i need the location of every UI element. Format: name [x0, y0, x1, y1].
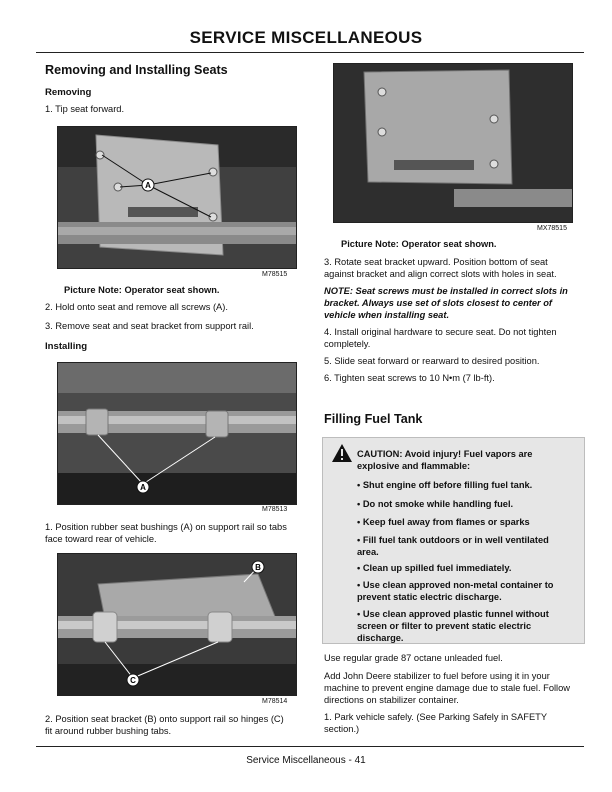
callout-a-fig1: A: [145, 181, 151, 190]
install-step-6: 6. Tighten seat screws to 10 N•m (7 lb-ft).: [324, 373, 495, 383]
picture-note-1: Picture Note: Operator seat shown.: [64, 285, 220, 295]
fuel-paragraph-2-line2: machine to prevent engine damage due to stale fuel. Follow: [324, 683, 571, 693]
install-step-3-line1: 3. Rotate seat bracket upward. Position bottom of seat: [324, 257, 548, 267]
warning-triangle-icon: [331, 443, 353, 463]
figure-label-m78513: M78513: [262, 506, 288, 513]
caution-bullet-1: • Shut engine off before filling fuel tank.: [357, 480, 533, 490]
caution-bullet-7-line2: screen or filter to prevent static electric: [357, 621, 532, 631]
caution-bullet-4-line1: • Fill fuel tank outdoors or in well ventilated: [357, 535, 549, 545]
note-line1: NOTE: Seat screws must be installed in correct slots in: [324, 286, 568, 296]
caution-bullet-7-line3: discharge.: [357, 633, 404, 643]
note-line2: bracket. Always use set of slots closest to center of: [324, 298, 553, 308]
caution-line2: explosive and flammable:: [357, 461, 471, 471]
section-title-seats: Removing and Installing Seats: [45, 63, 228, 77]
figure-label-m78515: M78515: [262, 271, 288, 278]
section-title-fuel: Filling Fuel Tank: [324, 412, 423, 426]
install-step-2-line1: 2. Position seat bracket (B) onto support rail so hinges (C): [45, 714, 284, 724]
footer-rule: [36, 746, 584, 747]
install-step-4-line1: 4. Install original hardware to secure seat. Do not tighten: [324, 327, 557, 337]
step-remove-seat: 3. Remove seat and seat bracket from support rail.: [45, 321, 254, 331]
callout-a-fig2: A: [140, 483, 146, 492]
caution-bullet-6-line2: prevent static electric discharge.: [357, 592, 502, 602]
photo-seat-bracket-screws: [57, 126, 297, 269]
heading-removing: Removing: [45, 87, 92, 98]
figure-label-m78514: M78514: [262, 698, 288, 705]
install-step-2-line2: fit around rubber bushing tabs.: [45, 726, 172, 736]
caution-bullet-3: • Keep fuel away from flames or sparks: [357, 517, 530, 527]
fuel-step-1-line1: 1. Park vehicle safely. (See Parking Safely in SAFETY: [324, 712, 548, 722]
photo-seat-bracket-hinges: [57, 553, 297, 696]
fuel-paragraph-2-line1: Add John Deere stabilizer to fuel before using it in your: [324, 671, 550, 681]
step-hold-seat: 2. Hold onto seat and remove all screws (A).: [45, 302, 228, 312]
photo-seat-bracket-rotated: [333, 63, 573, 223]
note-line3: vehicle when installing seat.: [324, 310, 450, 320]
fuel-step-1-line2: section.): [324, 724, 360, 734]
picture-note-2: Picture Note: Operator seat shown.: [341, 239, 497, 249]
caution-line1: CAUTION: Avoid injury! Fuel vapors are: [357, 449, 533, 459]
install-step-1-line2: face toward rear of vehicle.: [45, 534, 157, 544]
install-step-4-line2: completely.: [324, 339, 371, 349]
caution-bullet-2: • Do not smoke while handling fuel.: [357, 499, 514, 509]
caution-bullet-7-line1: • Use clean approved plastic funnel without: [357, 609, 549, 619]
page-title: SERVICE MISCELLANEOUS: [189, 28, 423, 47]
caution-bullet-6-line1: • Use clean approved non-metal container to: [357, 580, 554, 590]
step-tip-seat: 1. Tip seat forward.: [45, 104, 125, 114]
install-step-5: 5. Slide seat forward or rearward to desired position.: [324, 356, 540, 366]
fuel-paragraph-2-line3: directions on stabilizer container.: [324, 695, 459, 705]
callout-b-fig3: B: [255, 563, 261, 572]
heading-installing: Installing: [45, 341, 88, 352]
caution-bullet-4-line2: area.: [357, 547, 379, 557]
caution-box: [322, 437, 585, 644]
install-step-1-line1: 1. Position rubber seat bushings (A) on support rail so tabs: [45, 522, 287, 532]
callout-c-fig3: C: [130, 676, 136, 685]
install-step-3-line2: against bracket and align correct slots with holes in seat.: [324, 269, 557, 279]
fuel-paragraph-1: Use regular grade 87 octane unleaded fuel.: [324, 653, 503, 663]
photo-rubber-bushings: [57, 362, 297, 505]
figure-label-mx78515: MX78515: [537, 225, 567, 232]
page-footer: Service Miscellaneous - 41: [246, 755, 366, 766]
title-rule: [36, 52, 584, 53]
caution-bullet-5: • Clean up spilled fuel immediately.: [357, 563, 512, 573]
